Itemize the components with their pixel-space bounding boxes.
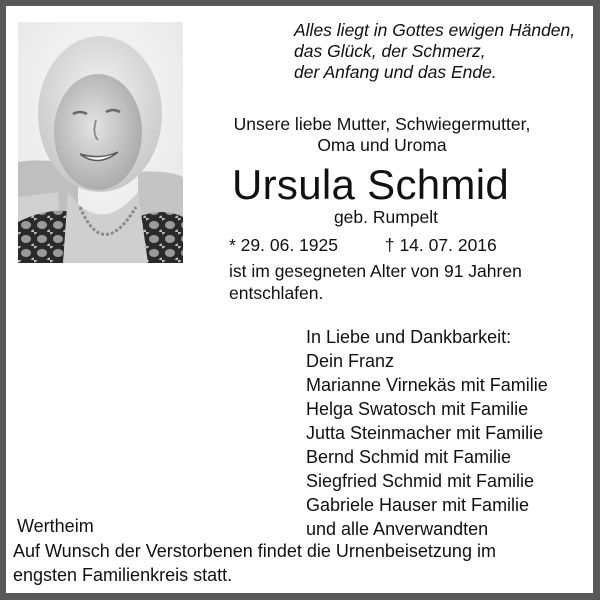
motto-line: Alles liegt in Gottes ewigen Händen, [294,20,576,40]
life-dates [229,235,497,256]
mourner-item: und alle Anverwandten [306,519,489,539]
relationship-intro [222,114,542,156]
mourner-item: Gabriele Hauser mit Familie [306,495,530,515]
mourners-list [306,325,548,541]
age-statement [229,260,522,304]
birth-date: * 29. 06. 1925 [229,235,338,255]
place-name: Wertheim [17,516,94,536]
portrait-photo-icon [18,22,183,263]
notice-line: Auf Wunsch der Verstorbenen findet die Urnenbeisetzung im [13,541,496,561]
motto-line: das Glück, der Schmerz, [294,41,486,61]
mourner-item: Jutta Steinmacher mit Familie [306,423,544,443]
age-line: entschlafen. [229,283,324,303]
intro-line: Unsere liebe Mutter, Schwiegermutter, [233,114,531,134]
obituary-notice [6,6,593,593]
age-line: ist im gesegneten Alter von 91 Jahren [229,261,522,281]
motto-line: der Anfang und das Ende. [294,62,497,82]
mourners-heading: In Liebe und Dankbarkeit: [306,327,512,347]
notice-line: engsten Familienkreis statt. [13,565,233,585]
maiden-name: geb. Rumpelt [333,207,439,227]
portrait-photo [18,22,183,263]
burial-notice [13,539,496,587]
motto-verse [294,20,575,83]
mourner-item: Helga Swatosch mit Familie [306,399,529,419]
mourner-item: Marianne Virnekäs mit Familie [306,375,548,395]
deceased-name: Ursula Schmid [232,161,509,208]
mourner-item: Siegfried Schmid mit Familie [306,471,535,491]
mourner-item: Dein Franz [306,351,395,371]
death-date: † 14. 07. 2016 [384,235,497,255]
mourner-item: Bernd Schmid mit Familie [306,447,512,467]
intro-line: Oma und Uroma [317,135,447,155]
